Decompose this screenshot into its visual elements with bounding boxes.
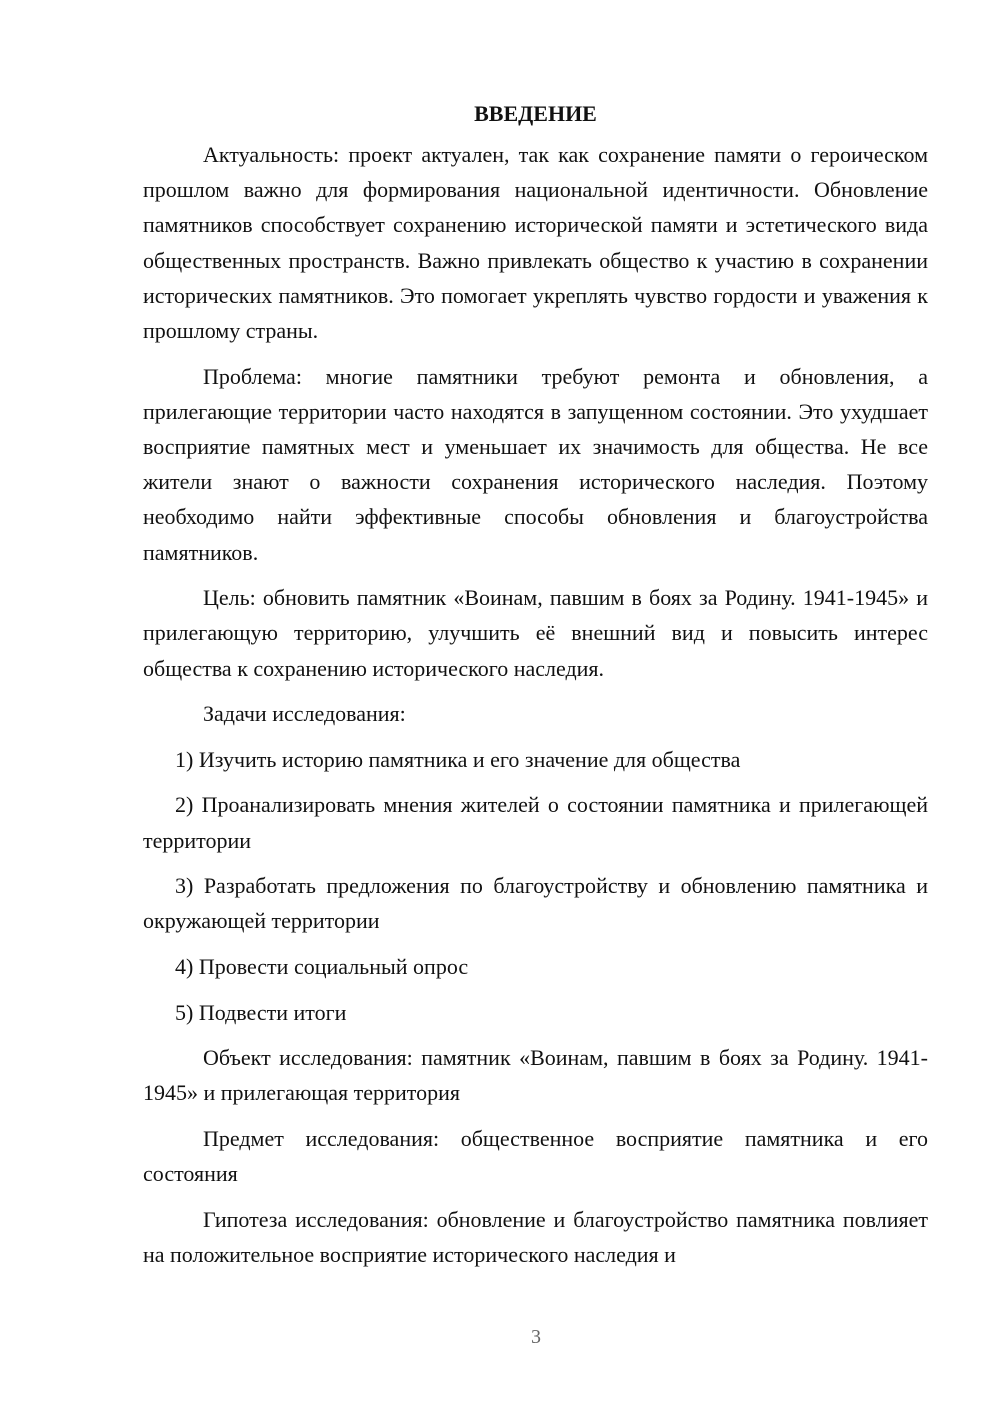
tasks-heading: Задачи исследования: <box>203 701 406 727</box>
paragraph-object: Объект исследования: памятник «Воинам, павшим в боях за Родину. 1941-1945» и прилегающая территория <box>143 1045 928 1106</box>
section-heading: ВВЕДЕНИЕ <box>474 101 597 126</box>
paragraph-goal: Цель: обновить памятник «Воинам, павшим в боях за Родину. 1941-1945» и прилегающую территорию, улучшить её внешний вид и повысить интерес общества к сохранению исторического наследия. <box>143 585 928 681</box>
task-item: 3) Разработать предложения по благоустройству и обновлению памятника и окружающей территории <box>143 873 928 934</box>
page-number: 3 <box>531 1326 541 1348</box>
document-page <box>143 96 928 1283</box>
paragraph-relevance: Актуальность: проект актуален, так как сохранение памяти о героическом прошлом важно для формирования национальной идентичности. Обновление памятников способствует сохранению исторической памяти и эстетического вида общественных пространств. Важно привлекать общество к участию в сохранении исторических памятников. Это помогает укреплять чувство гордости и уважения к прошлому страны. <box>143 142 928 344</box>
task-item: 4) Провести социальный опрос <box>175 954 469 979</box>
paragraph-hypothesis: Гипотеза исследования: обновление и благоустройство памятника повлияет на положительное восприятие исторического наследия и <box>143 1206 928 1267</box>
task-item: 1) Изучить историю памятника и его значение для общества <box>175 746 741 772</box>
task-item: 5) Подвести итоги <box>175 999 347 1025</box>
task-item: 2) Проанализировать мнения жителей о состоянии памятника и прилегающей территории <box>143 792 928 853</box>
paragraph-subject: Предмет исследования: общественное восприятие памятника и его состояния <box>143 1125 928 1187</box>
paragraph-problem: Проблема: многие памятники требуют ремонта и обновления, а прилегающие территории часто находятся в запущенном состоянии. Это ухудшает восприятие памятных мест и уменьшает их значимость для общества. Не все жители знают о важности сохранения исторического наследия. Поэтому необходимо найти эффективные способы обновления и благоустройства памятников. <box>143 363 928 565</box>
